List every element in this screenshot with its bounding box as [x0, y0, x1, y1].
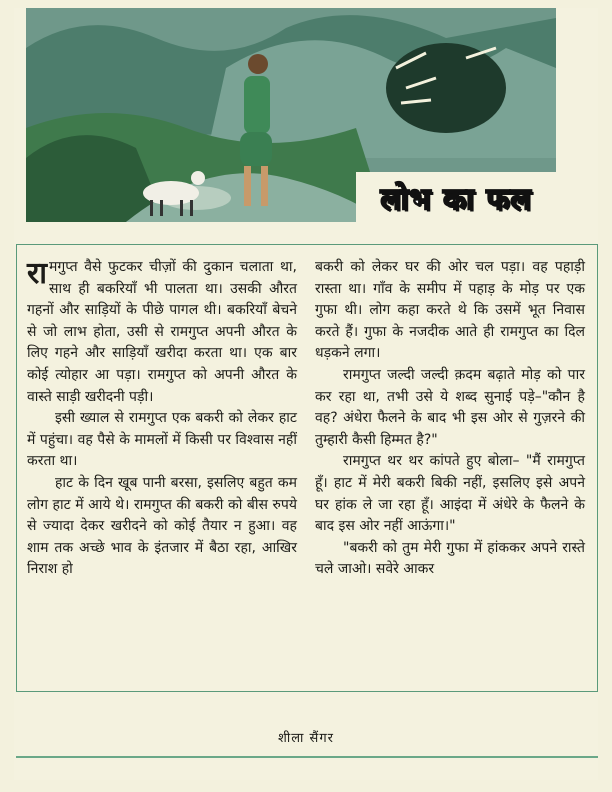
- left-column: [27, 257, 297, 581]
- story-title: लोभ का फल: [380, 181, 532, 217]
- paragraph: रामगुप्त थर थर कांपते हुए बोला– "मैं रामगुप्त हूँ। हाट में मेरी बकरी बिकी नहीं, इसलिए इसे अपने घर हांक ले जा रहा हूँ। आइंदा में अंधेरे के फैलने के बाद इस ओर नहीं आऊंगा।": [315, 453, 585, 535]
- paragraph: बकरी को लेकर घर की ओर चल पड़ा। वह पहाड़ी रास्ता था। गाँव के समीप में पहाड़ के मोड़ पर एक गुफा थी। लोग कहा करते थे कि उसमें भूत निवास करते हैं। गुफा के नजदीक आते ही रामगुप्त का दिल धड़कने लगा।: [315, 259, 585, 362]
- story-text-panel: [16, 244, 598, 692]
- paragraph: [27, 257, 297, 408]
- paragraph: "बकरी को तुम मेरी गुफा में हांककर अपने रास्ते चले जाओ। सवेरे आकर: [315, 539, 585, 578]
- paragraph: रामगुप्त जल्दी जल्दी क़दम बढ़ाते मोड़ को पार कर रहा था, तभी उसे ये शब्द सुनाई पड़े–"कौन है वह? अंधेरा फैलने के बाद भी इस ओर से गुज़रने की तुम्हारी कैसी हिम्मत है?": [315, 366, 585, 448]
- paragraph: इसी ख्याल से रामगुप्त एक बकरी को लेकर हाट में पहुंचा। वह पैसे के मामलों में किसी पर विश्वास नहीं करता था।: [27, 410, 297, 470]
- author-name: शीला सैंगर: [278, 731, 334, 746]
- drop-cap: रा: [27, 256, 48, 291]
- paragraph: हाट के दिन खूब पानी बरसा, इसलिए बहुत कम लोग हाट में आये थे। रामगुप्त की बकरी को बीस रुपये से ज्यादा देकर खरीदने को कोई तैयार न हुआ। वह शाम तक अच्छे भाव के इंतजार में बैठा रहा, आखिर निराश हो: [27, 474, 297, 578]
- paragraph-text: मगुप्त वैसे फुटकर चीज़ों की दुकान चलाता था, साथ ही बकरियाँ भी पालता था। उसकी औरत गहनों और साड़ियों के पीछे पागल थी। बकरियाँ बेचने से जो लाभ होता, उसी से रामगुप्त अपनी औरत के लिए गहने और साड़ियाँ खरीदा करता था। एक बार कोई त्योहार आ पड़ा। रामगुप्त को अपनी औरत के वास्ते साड़ी खरीदनी पड़ी।: [27, 259, 297, 405]
- right-column: [315, 257, 585, 581]
- bottom-rule: [16, 756, 598, 758]
- title-box: [356, 172, 556, 222]
